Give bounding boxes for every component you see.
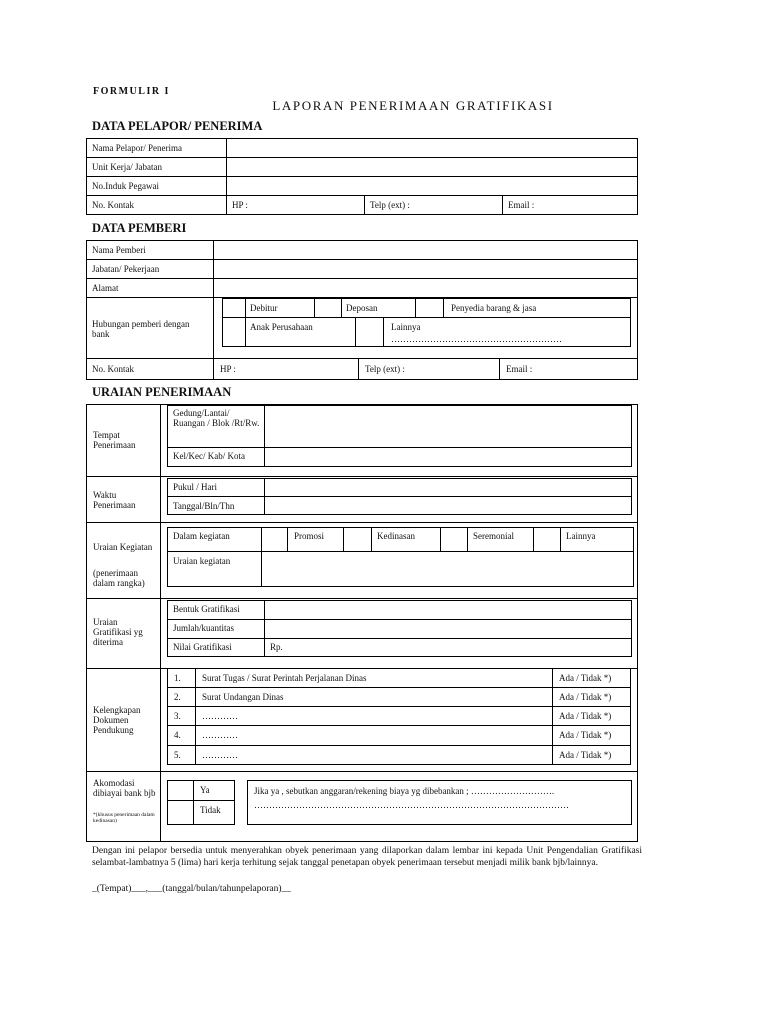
pelapor-nip-label: No.Induk Pegawai (87, 177, 227, 196)
pemberi-hp-field[interactable]: HP : (220, 364, 236, 374)
section-pelapor-title: DATA PELAPOR/ PENERIMA (92, 119, 263, 133)
pelapor-nip-field[interactable] (227, 177, 638, 196)
dokumen-row-5-status[interactable]: Ada / Tidak *) (559, 750, 612, 760)
gratifikasi-nilai-label: Nilai Gratifikasi (173, 642, 232, 652)
dokumen-row-3-status[interactable]: Ada / Tidak *) (559, 711, 612, 721)
dokumen-row-2-text: Surat Undangan Dinas (202, 692, 284, 702)
waktu-tanggal-label: Tanggal/Bln/Thn (173, 501, 235, 511)
pelapor-kontak-label: No. Kontak (87, 196, 227, 215)
pemberi-kontak-label: No. Kontak (92, 364, 134, 374)
pemberi-telp-field[interactable]: Telp (ext) : (365, 364, 405, 374)
dokumen-row-1-status[interactable]: Ada / Tidak *) (559, 673, 612, 683)
tempat-gedung-label: Gedung/Lantai/ Ruangan / Blok /Rt/Rw. (173, 408, 260, 428)
dokumen-label: Kelengkapan Dokumen Pendukung (93, 705, 141, 735)
pemberi-alamat-label: Alamat (92, 283, 119, 293)
dokumen-row-5-text[interactable]: ………… (202, 750, 238, 760)
dokumen-row-4-status[interactable]: Ada / Tidak *) (559, 730, 612, 740)
kegiatan-lainnya[interactable]: Lainnya (566, 531, 596, 541)
pelapor-nama-label: Nama Pelapor/ Penerima (87, 139, 227, 158)
dokumen-row-4-text[interactable]: ………… (202, 730, 238, 740)
statement-paragraph: Dengan ini pelapor bersedia untuk menyerahkan obyek penerimaan yang dilaporkan dalam lembar ini kepada Unit Pengendalian Gratifikasi selambat-lambatnya 5 (lima) hari kerja terhitung sejak tanggal penetapan obyek penerimaan tersebut menjadi milik bank bjb/lainnya. (92, 846, 642, 868)
pelapor-nama-field[interactable] (227, 139, 638, 158)
akomodasi-dots: …………………………………………………………………………………………… (254, 800, 569, 810)
form-code: FORMULIR I (93, 86, 170, 97)
hubungan-lainnya-dots: ………………………………………………… (391, 334, 562, 344)
dokumen-row-2-no: 2. (174, 692, 181, 702)
hubungan-debitur[interactable]: Debitur (250, 303, 278, 313)
waktu-label: Waktu Penerimaan (93, 490, 136, 510)
pelapor-telp-field[interactable]: Telp (ext) : (365, 196, 503, 215)
hubungan-deposan[interactable]: Deposan (346, 303, 378, 313)
tempat-label: Tempat Penerimaan (93, 430, 136, 450)
akomodasi-text: Jika ya , sebutkan anggaran/rekening biaya yg dibebankan ; ………………………. (254, 786, 555, 796)
kegiatan-uraian-label: Uraian kegiatan (173, 556, 231, 566)
pelapor-unit-label: Unit Kerja/ Jabatan (87, 158, 227, 177)
dokumen-row-5-no: 5. (174, 750, 181, 760)
pemberi-email-field[interactable]: Email : (506, 364, 533, 374)
date-line: _(Tempat)___,___(tanggal/bulan/tahunpelaporan)__ (92, 884, 292, 894)
pelapor-hp-field[interactable]: HP : (227, 196, 365, 215)
gratifikasi-label: Uraian Gratifikasi yg diterima (93, 617, 143, 647)
form-title: LAPORAN PENERIMAAN GRATIFIKASI (272, 98, 554, 113)
tempat-kota-label: Kel/Kec/ Kab/ Kota (173, 451, 245, 461)
pemberi-nama-label: Nama Pemberi (92, 245, 146, 255)
hubungan-lainnya[interactable]: Lainnya (391, 322, 421, 332)
akomodasi-note: *(khusus penerimaan dalam kedinasan) (93, 812, 155, 824)
dokumen-row-1-text: Surat Tugas / Surat Perintah Perjalanan Dinas (202, 673, 367, 683)
pelapor-unit-field[interactable] (227, 158, 638, 177)
waktu-pukul-label: Pukul / Hari (173, 482, 217, 492)
dokumen-row-4-no: 4. (174, 730, 181, 740)
gratifikasi-jumlah-label: Jumlah/kuantitas (173, 623, 234, 633)
pemberi-hubungan-label: Hubungan pemberi dengan bank (92, 319, 190, 339)
pelapor-email-field[interactable]: Email : (503, 196, 638, 215)
pelapor-table (86, 138, 638, 215)
akomodasi-tidak[interactable]: Tidak (200, 805, 221, 815)
hubungan-penyedia[interactable]: Penyedia barang & jasa (451, 303, 537, 313)
gratifikasi-bentuk-label: Bentuk Gratifikasi (173, 604, 240, 614)
dokumen-row-1-no: 1. (174, 673, 181, 683)
dokumen-row-3-no: 3. (174, 711, 181, 721)
pemberi-jabatan-label: Jabatan/ Pekerjaan (92, 264, 160, 274)
kegiatan-note: (penerimaan dalam rangka) (93, 568, 145, 588)
kegiatan-dalam[interactable]: Dalam kegiatan (173, 531, 230, 541)
kegiatan-label: Uraian Kegiatan (93, 542, 153, 552)
kegiatan-seremonial[interactable]: Seremonial (473, 531, 514, 541)
gratifikasi-rp[interactable]: Rp. (270, 642, 283, 652)
akomodasi-label: Akomodasi dibiayai bank bjb (93, 778, 156, 798)
section-uraian-title: URAIAN PENERIMAAN (92, 385, 232, 399)
akomodasi-ya[interactable]: Ya (200, 785, 210, 795)
dokumen-row-2-status[interactable]: Ada / Tidak *) (559, 692, 612, 702)
kegiatan-promosi[interactable]: Promosi (294, 531, 325, 541)
dokumen-row-3-text[interactable]: ………… (202, 711, 238, 721)
kegiatan-kedinasan[interactable]: Kedinasan (377, 531, 415, 541)
section-pemberi-title: DATA PEMBERI (92, 221, 187, 235)
hubungan-anak-perusahaan[interactable]: Anak Perusahaan (250, 322, 313, 332)
